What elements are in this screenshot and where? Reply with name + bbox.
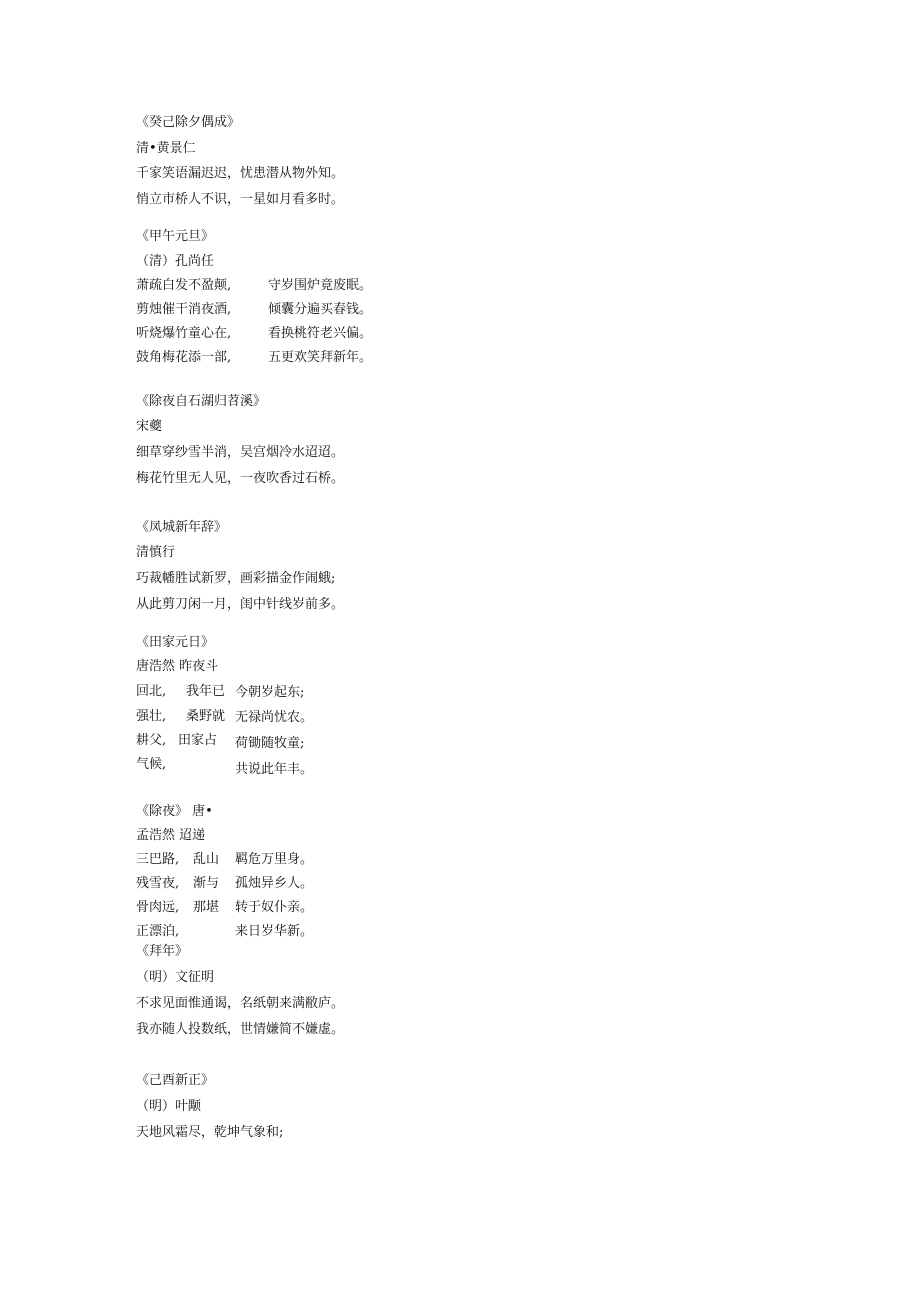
poem-author: 清•黄景仁 [136,141,196,156]
poem-line: 羁危万里身。 [235,852,314,867]
poem-title: 《拜年》 [136,944,189,959]
poem-line: 残雪夜, [136,876,180,891]
poem-title: 《甲午元旦》 [136,229,215,244]
poem-line: 三巴路, [136,852,180,867]
poem-title: 《癸己除夕偶成》 [136,115,241,130]
poem-line: 倾囊分遍买春钱。 [268,302,373,317]
poem-line: 耕父, [136,733,167,748]
poem-line: 细草穿纱雪半消，吴宫烟冷水迢迢。 [136,445,345,460]
poem-title: 《除夜》 唐• [136,804,213,819]
poem-title: 《己酉新正》 [136,1073,215,1088]
poem-title: 《凤城新年辞》 [136,520,228,535]
poem-line: 今朝岁起东; [235,685,305,700]
poem-line: 看换桃符老兴偏。 [268,326,373,341]
poem-line: 悄立市桥人不识，一星如月看多时。 [136,192,345,207]
poem-title: 《除夜自石湖归苕溪》 [136,394,267,409]
poem-line: 荷锄随牧童; [235,736,305,751]
poem-line: 骨肉远, [136,900,180,915]
poem-author: 清慎行 [136,545,176,560]
poem-line: 我年已 [186,684,226,699]
poem-line: 桑野就 [186,709,226,724]
poem-line: 我亦随人投数纸，世情嫌简不嫌虚。 [136,1022,345,1037]
poem-line: 来日岁华新。 [235,924,314,939]
poem-line: 巧裁幡胜试新罗，画彩描金作闹蛾; [136,571,336,586]
poem-line: 不求见面惟通谒，名纸朝来满敝庐。 [136,996,345,1011]
poem-author: 孟浩然 迢递 [136,828,206,843]
poem-line: 乱山 [193,852,220,867]
poem-author: （明）文征明 [136,970,215,985]
poem-line: 转于奴仆亲。 [235,900,314,915]
poem-author: 唐浩然 昨夜斗 [136,659,219,674]
poem-line: 孤烛异乡人。 [235,876,314,891]
poem-line: 听烧爆竹童心在, [136,326,232,341]
poem-author: （清）孔尚任 [136,254,215,269]
poem-line: 渐与 [193,876,220,891]
poem-line: 无禄尚忧农。 [235,710,314,725]
poem-line: 鼓角梅花添一部, [136,350,232,365]
poem-line: 正漂泊, [136,924,180,939]
poem-line: 萧疏白发不盈颠, [136,278,232,293]
poem-line: 田家占 [178,733,218,748]
poem-line: 五更欢笑拜新年。 [268,350,373,365]
poem-line: 共说此年丰。 [235,762,314,777]
poem-line: 守岁围炉竟废眠。 [268,278,373,293]
poem-line: 天地风霜尽，乾坤气象和; [136,1125,284,1140]
poem-author: （明）叶颙 [136,1099,202,1114]
poem-line: 千家笑语漏迟迟，忧患潜从物外知。 [136,166,345,181]
poem-line: 回北, [136,684,167,699]
poem-line: 强壮, [136,709,167,724]
poem-author: 宋夔 [136,419,163,434]
poem-line: 那堪 [193,900,220,915]
poem-line: 梅花竹里无人见，一夜吹香过石桥。 [136,471,345,486]
poem-title: 《田家元日》 [136,635,215,650]
poem-line: 从此剪刀闲一月，闺中针线岁前多。 [136,597,345,612]
poem-line: 气候, [136,757,167,772]
poem-line: 剪烛催干消夜酒, [136,302,232,317]
